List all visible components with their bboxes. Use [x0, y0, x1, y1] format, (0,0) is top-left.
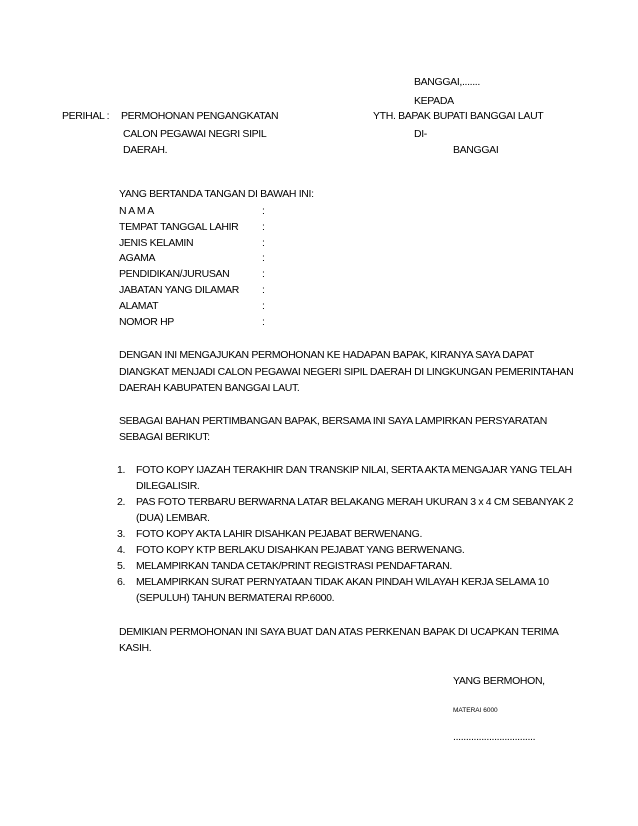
field-colon: : — [262, 316, 265, 328]
list-item: PAS FOTO TERBARU BERWARNA LATAR BELAKANG MERAH UKURAN 3 x 4 CM SEBANYAK 2 — [136, 496, 574, 508]
to-label: KEPADA — [414, 95, 454, 107]
field-colon: : — [262, 284, 265, 296]
list-item: MELAMPIRKAN SURAT PERNYATAAN TIDAK AKAN PINDAH WILAYAH KERJA SELAMA 10 — [136, 576, 549, 588]
closing-line: KASIH. — [119, 642, 152, 654]
field-colon: : — [262, 237, 265, 249]
list-number: 4. — [117, 544, 126, 556]
paragraph-line: DAERAH KABUPATEN BANGGAI LAUT. — [119, 382, 300, 394]
subject-line: DAERAH. — [123, 144, 168, 156]
recipient-line: YTH. BAPAK BUPATI BANGGAI LAUT — [373, 110, 544, 122]
subject-line: PERMOHONAN PENGANGKATAN — [121, 110, 279, 122]
list-item: (SEPULUH) TAHUN BERMATERAI RP.6000. — [136, 592, 335, 604]
paragraph-line: SEBAGAI BERIKUT: — [119, 431, 210, 443]
paragraph-line: SEBAGAI BAHAN PERTIMBANGAN BAPAK, BERSAMA INI SAYA LAMPIRKAN PERSYARATAN — [119, 415, 547, 427]
field-colon: : — [262, 221, 265, 233]
field-label: JABATAN YANG DILAMAR — [119, 284, 239, 296]
signature-line: ................................ — [453, 731, 536, 743]
paragraph-line: DIANGKAT MENJADI CALON PEGAWAI NEGERI SIPIL DAERAH DI LINGKUNGAN PEMERINTAHAN — [119, 366, 574, 378]
list-item: (DUA) LEMBAR. — [136, 512, 210, 524]
list-item: FOTO KOPY AKTA LAHIR DISAHKAN PEJABAT BERWENANG. — [136, 528, 423, 540]
field-label: NOMOR HP — [119, 316, 174, 328]
field-colon: : — [262, 300, 265, 312]
list-item: DILEGALISIR. — [136, 480, 200, 492]
list-item: FOTO KOPY KTP BERLAKU DISAHKAN PEJABAT YANG BERWENANG. — [136, 544, 465, 556]
place-date: BANGGAI,....... — [414, 76, 480, 88]
list-number: 5. — [117, 560, 126, 572]
list-number: 3. — [117, 528, 126, 540]
field-label: PENDIDIKAN/JURUSAN — [119, 268, 230, 280]
paragraph-line: DENGAN INI MENGAJUKAN PERMOHONAN KE HADAPAN BAPAK, KIRANYA SAYA DAPAT — [119, 349, 534, 361]
subject-line: CALON PEGAWAI NEGRI SIPIL — [123, 128, 267, 140]
field-colon: : — [262, 268, 265, 280]
field-label: ALAMAT — [119, 300, 159, 312]
list-number: 1. — [117, 464, 126, 476]
recipient-line: DI- — [414, 128, 427, 140]
field-label: N A M A — [119, 205, 154, 217]
list-number: 2. — [117, 496, 126, 508]
list-item: MELAMPIRKAN TANDA CETAK/PRINT REGISTRASI PENDAFTARAN. — [136, 560, 452, 572]
field-label: TEMPAT TANGGAL LAHIR — [119, 221, 239, 233]
list-number: 6. — [117, 576, 126, 588]
field-colon: : — [262, 205, 265, 217]
field-label: AGAMA — [119, 252, 156, 264]
signoff: YANG BERMOHON, — [453, 675, 545, 687]
field-colon: : — [262, 252, 265, 264]
subject-label: PERIHAL : — [62, 110, 110, 122]
list-item: FOTO KOPY IJAZAH TERAKHIR DAN TRANSKIP NILAI, SERTA AKTA MENGAJAR YANG TELAH — [136, 464, 572, 476]
field-label: JENIS KELAMIN — [119, 237, 194, 249]
intro-text: YANG BERTANDA TANGAN DI BAWAH INI: — [119, 188, 314, 200]
stamp-label: MATERAI 6000 — [453, 707, 498, 714]
closing-line: DEMIKIAN PERMOHONAN INI SAYA BUAT DAN ATAS PERKENAN BAPAK DI UCAPKAN TERIMA — [119, 626, 559, 638]
recipient-line: BANGGAI — [453, 144, 499, 156]
